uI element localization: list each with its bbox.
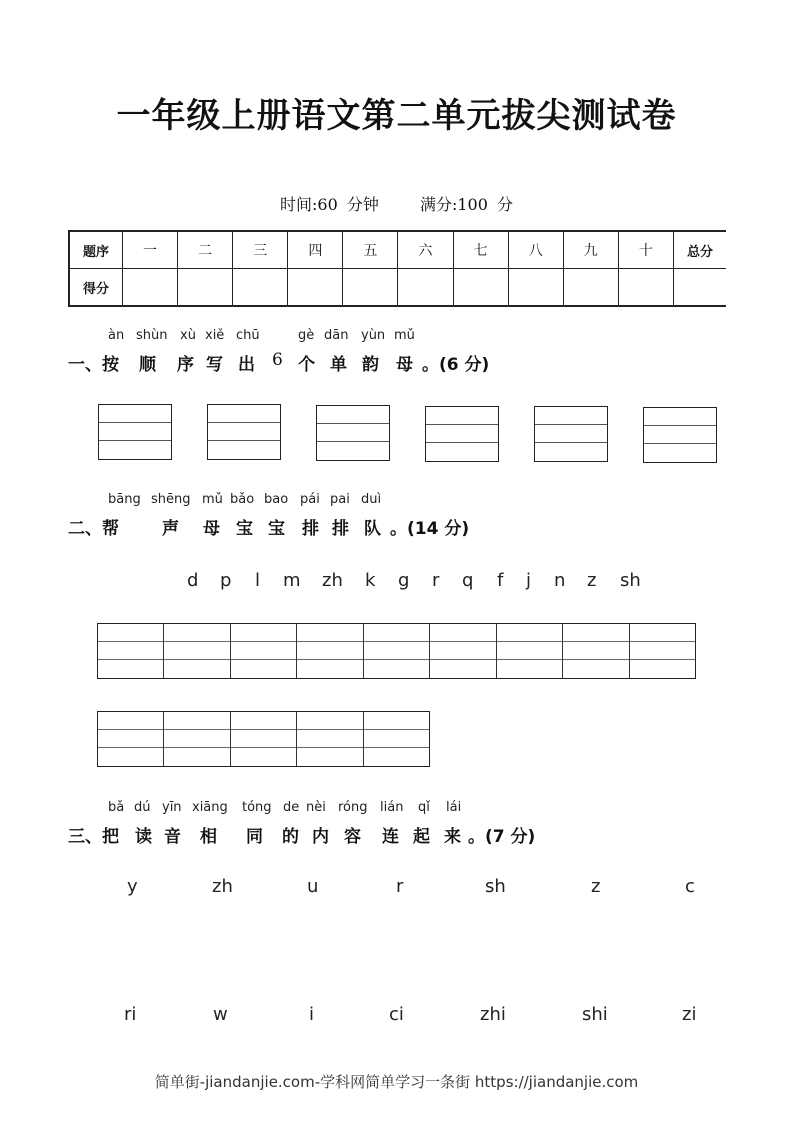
q3-bottom-items (0, 1004, 793, 1030)
page-title: 一年级上册语文第二单元拔尖测试卷 (116, 96, 677, 136)
time-limit: 时间:60 分钟 (280, 195, 379, 214)
score-cell[interactable] (674, 269, 727, 307)
match-item-top[interactable]: c (685, 876, 695, 897)
heading-char: 起 (413, 827, 430, 847)
score-cell[interactable] (288, 269, 343, 307)
pinyin-syllable: gè (298, 328, 315, 343)
heading-char: 来 (444, 827, 461, 847)
full-score: 满分:100 分 (419, 195, 513, 214)
heading-char: 同 (246, 827, 263, 847)
pinyin-syllable: nèi (306, 800, 326, 815)
match-item-top[interactable]: y (127, 876, 138, 897)
pinyin-syllable: pai (330, 492, 350, 507)
match-item-bottom[interactable]: shi (582, 1004, 608, 1025)
writing-box[interactable] (316, 405, 390, 461)
score-col: 五 (343, 231, 398, 269)
score-cell[interactable] (453, 269, 508, 307)
score-col: 九 (563, 231, 618, 269)
heading-char: 相 (200, 827, 217, 847)
score-table-score-row (69, 269, 726, 307)
pinyin-syllable: lián (380, 800, 404, 815)
initial-letter: zh (322, 570, 343, 591)
grid-cell[interactable] (231, 712, 297, 766)
score-table (68, 230, 726, 307)
heading-char: 6 (272, 350, 283, 370)
writing-grid-row-2[interactable] (97, 711, 430, 767)
pinyin-syllable: bǎ (108, 800, 125, 815)
heading-char: 写 (206, 355, 223, 375)
writing-box[interactable] (425, 406, 499, 462)
pinyin-syllable: dān (324, 328, 349, 343)
pinyin-syllable: de (283, 800, 300, 815)
score-col: 七 (453, 231, 508, 269)
heading-char: 连 (382, 827, 399, 847)
heading-char: 单 (330, 355, 347, 375)
heading-char: 宝 (236, 519, 253, 539)
grid-cell[interactable] (297, 712, 363, 766)
score-cell[interactable] (563, 269, 618, 307)
pinyin-syllable: lái (446, 800, 462, 815)
initial-letter: j (526, 570, 532, 591)
q2-heading (0, 514, 793, 538)
heading-char: 音 (164, 827, 181, 847)
match-item-top[interactable]: r (396, 876, 404, 897)
heading-char: 顺 (139, 355, 156, 375)
pinyin-syllable: duì (361, 492, 382, 507)
writing-box[interactable] (98, 404, 172, 460)
score-table-row-label: 得分 (69, 269, 123, 307)
score-cell[interactable] (178, 269, 233, 307)
pinyin-syllable: bāng (108, 492, 141, 507)
pinyin-syllable: xiě (205, 328, 225, 343)
exam-info (0, 192, 793, 215)
pinyin-syllable: yīn (162, 800, 182, 815)
pinyin-syllable: shēng (151, 492, 191, 507)
initial-letter: k (365, 570, 376, 591)
initial-letter: n (554, 570, 566, 591)
grid-cell[interactable] (164, 624, 230, 678)
writing-box[interactable] (643, 407, 717, 463)
initial-letter: p (220, 570, 232, 591)
q3-top-items (0, 876, 793, 902)
heading-char: 韵 (362, 355, 379, 375)
match-item-bottom[interactable]: ri (124, 1004, 137, 1025)
heading-score: 。(6 分) (422, 355, 490, 375)
heading-score: 。(14 分) (390, 519, 470, 539)
score-cell[interactable] (398, 269, 453, 307)
match-item-top[interactable]: zh (212, 876, 233, 897)
initial-letter: sh (620, 570, 641, 591)
match-item-top[interactable]: u (307, 876, 319, 897)
pinyin-syllable: xù (180, 328, 196, 343)
q2-pinyin (0, 492, 793, 510)
heading-char: 母 (396, 355, 413, 375)
pinyin-syllable: xiāng (192, 800, 228, 815)
score-col: 三 (233, 231, 288, 269)
grid-cell[interactable] (98, 624, 164, 678)
q1-pinyin (0, 328, 793, 346)
grid-cell[interactable] (297, 624, 363, 678)
score-col: 八 (508, 231, 563, 269)
match-item-bottom[interactable]: i (309, 1004, 315, 1025)
heading-char: 序 (177, 355, 194, 375)
score-col: 一 (123, 231, 178, 269)
grid-cell[interactable] (497, 624, 563, 678)
heading-char: 宝 (268, 519, 285, 539)
initial-letter: g (398, 570, 410, 591)
heading-char: 排 (332, 519, 349, 539)
score-cell[interactable] (343, 269, 398, 307)
q3-pinyin (0, 800, 793, 818)
heading-char: 读 (135, 827, 152, 847)
initial-letter: q (462, 570, 474, 591)
grid-cell[interactable] (98, 712, 164, 766)
heading-char: 内 (312, 827, 329, 847)
grid-cell[interactable] (364, 624, 430, 678)
heading-char: 出 (238, 355, 255, 375)
q2-initials-list (0, 570, 793, 594)
grid-cell[interactable] (364, 712, 429, 766)
initial-letter: f (497, 570, 504, 591)
pinyin-syllable: pái (300, 492, 320, 507)
heading-char: 队 (364, 519, 381, 539)
score-cell[interactable] (233, 269, 288, 307)
heading-char: 容 (344, 827, 361, 847)
pinyin-syllable: shùn (136, 328, 168, 343)
match-item-bottom[interactable]: w (213, 1004, 228, 1025)
heading-score: 。(7 分) (468, 827, 536, 847)
score-table-header-row (69, 231, 726, 269)
grid-cell[interactable] (563, 624, 629, 678)
heading-char: 的 (282, 827, 299, 847)
score-col: 四 (288, 231, 343, 269)
pinyin-syllable: chū (236, 328, 260, 343)
writing-grid-row-1[interactable] (97, 623, 696, 679)
grid-cell[interactable] (164, 712, 230, 766)
initial-letter: m (283, 570, 301, 591)
match-item-top[interactable]: sh (485, 876, 506, 897)
score-col: 十 (618, 231, 673, 269)
q1-heading (0, 350, 793, 374)
pinyin-syllable: mǔ (394, 328, 415, 343)
score-cell[interactable] (618, 269, 673, 307)
grid-cell[interactable] (630, 624, 695, 678)
pinyin-syllable: dú (134, 800, 151, 815)
pinyin-syllable: àn (108, 328, 125, 343)
q3-heading (0, 822, 793, 846)
heading-char: 个 (298, 355, 315, 375)
match-item-bottom[interactable]: zi (682, 1004, 697, 1025)
heading-char: 一、按 (68, 355, 119, 375)
initial-letter: l (255, 570, 261, 591)
pinyin-syllable: mǔ (202, 492, 223, 507)
score-col-total: 总分 (674, 231, 727, 269)
writing-box[interactable] (534, 406, 608, 462)
heading-char: 母 (203, 519, 220, 539)
heading-char: 二、帮 (68, 519, 119, 539)
pinyin-syllable: yùn (361, 328, 386, 343)
grid-cell[interactable] (430, 624, 496, 678)
initial-letter: d (187, 570, 199, 591)
grid-cell[interactable] (231, 624, 297, 678)
match-item-bottom[interactable]: zhi (480, 1004, 506, 1025)
pinyin-syllable: róng (338, 800, 368, 815)
match-item-bottom[interactable]: ci (389, 1004, 404, 1025)
writing-box[interactable] (207, 404, 281, 460)
initial-letter: r (432, 570, 440, 591)
pinyin-syllable: tóng (242, 800, 272, 815)
match-item-top[interactable]: z (591, 876, 601, 897)
pinyin-syllable: qǐ (418, 800, 430, 815)
footer-watermark: 简单街-jiandanjie.com-学科网简单学习一条街 https://jiandanjie.com (154, 1073, 639, 1091)
score-cell[interactable] (508, 269, 563, 307)
pinyin-syllable: bao (264, 492, 289, 507)
pinyin-syllable: bǎo (230, 492, 255, 507)
score-cell[interactable] (123, 269, 178, 307)
score-col: 二 (178, 231, 233, 269)
heading-char: 排 (302, 519, 319, 539)
heading-char: 三、把 (68, 827, 119, 847)
score-col: 六 (398, 231, 453, 269)
score-table-row-label: 题序 (69, 231, 123, 269)
heading-char: 声 (162, 519, 179, 539)
initial-letter: z (587, 570, 597, 591)
